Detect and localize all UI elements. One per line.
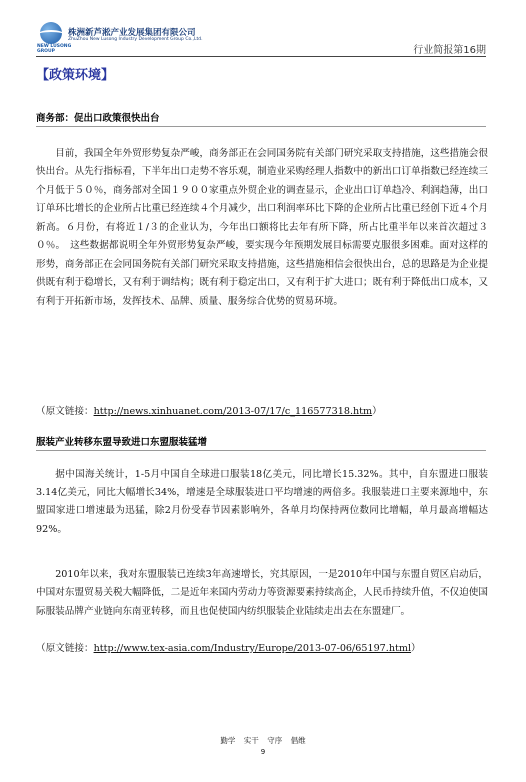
page-number: 9 bbox=[260, 748, 266, 756]
issue-label: 行业简报第16期 bbox=[413, 45, 486, 56]
article1-body: 目前，我国全年外贸形势复杂严峻，商务部正在会同国务院有关部门研究采取支持措施，这些措施会很快出台。从先行指标看，下半年出口走势不容乐观，制造业采购经理人指数中的新出口订单指数已经连续三个月低于５０％，商务部对全国１９００家重点外贸企业的调查显示，企业出口订单趋冷、利润趋薄，出口订单环比增长的企业所占比重已经连续４个月减少，出口利润率环比下降的企业所占比重已经创下近４个月新高。６月份，有将近１/３的企业认为，今年出口额将比去年有所下降，所占比重半年以来首次超过３０％。 这些数据都说明全年外贸形势复杂严峻，要实现今年预期发展目标需要克服很多困难。面对这样的形势，商务部正在会同国务院有关部门研究采取支持措施，这些措施相信会很快出台，总的思路是为企业提供既有利于稳增长，又有利于调结构；既有利于稳定出口，又有利于扩大进口；既有利于降低出口成本，又有利于开拓新市场，发挥技术、品牌、质量、服务综合优势的贸易环境。 bbox=[36, 148, 488, 307]
article2-source-prefix: （原文链接： bbox=[36, 643, 94, 654]
article1-source bbox=[36, 403, 382, 417]
article2-title: 服装产业转移东盟导致进口东盟服装猛增 bbox=[36, 437, 208, 448]
company-name-en: ZhuZhou New Lusong Industry Development Group Co.,Ltd. bbox=[68, 37, 203, 42]
footer-motto: 勤学 实干 守序 倡维 bbox=[220, 736, 306, 745]
article1-source-link[interactable]: http://news.xinhuanet.com/2013-07/17/c_116577318.htm bbox=[93, 406, 373, 417]
article2-source-suffix: ） bbox=[411, 643, 421, 654]
company-logo-icon bbox=[40, 22, 62, 44]
article1-title: 商务部：促出口政策很快出台 bbox=[36, 113, 160, 124]
header-divider bbox=[36, 56, 486, 57]
article2-body-1: 据中国海关统计，1-5月中国自全球进口服装18亿美元，同比增长15.32%。其中，自东盟进口服装3.14亿美元，同比大幅增长34%，增速是全球服装进口平均增速的两倍多。我服装进口主要来源地中，东盟国家进口增速最为迅猛，除2月份受春节因素影响外，各单月均保持两位数同比增幅，单月最高增幅达92%。 bbox=[36, 469, 488, 535]
article1-source-suffix: ） bbox=[372, 406, 382, 417]
logo-mark-text: NEW LUSONG GROUP bbox=[37, 44, 72, 54]
article2-body-2: 2010年以来，我对东盟服装已连续3年高速增长，究其原因，一是2010年中国与东盟自贸区启动后，中国对东盟贸易关税大幅降低，二是近年来国内劳动力等资源要素持续高企，人民币持续升值，不仅迫使国际服装品牌产业链向东南亚转移，而且也促使国内纺织服装企业陆续走出去在东盟建厂。 bbox=[36, 569, 488, 617]
page-header bbox=[0, 0, 526, 58]
article2-divider bbox=[36, 450, 486, 451]
article2-source-link[interactable]: http://www.tex-asia.com/Industry/Europe/2013-07-06/65197.html bbox=[93, 643, 412, 654]
article1-divider bbox=[36, 126, 486, 127]
company-name-cn: 株洲新芦淞产业发展集团有限公司 bbox=[68, 28, 196, 38]
article2-source bbox=[36, 640, 421, 654]
section-title: 【政策环境】 bbox=[36, 68, 115, 83]
article1-source-prefix: （原文链接： bbox=[36, 406, 94, 417]
